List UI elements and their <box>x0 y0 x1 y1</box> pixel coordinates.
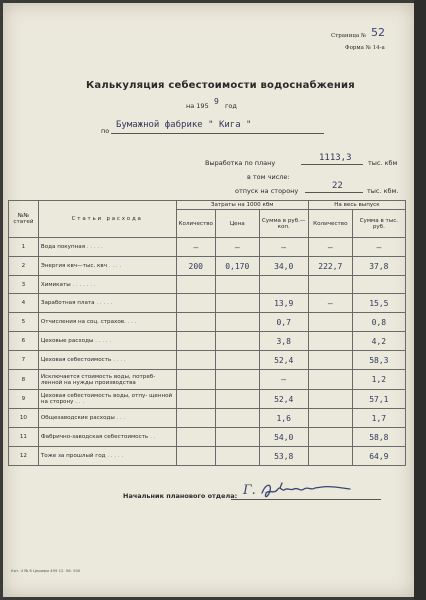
row-number: 7 <box>9 351 39 370</box>
row-qty2 <box>308 447 352 466</box>
row-item-label: Общезаводские расходы <box>40 415 115 421</box>
row-price <box>215 409 259 428</box>
col-items-header: Статьи расхода <box>38 201 176 238</box>
plan-underline <box>301 164 363 165</box>
row-item-dots: . . . . . <box>107 453 124 459</box>
row-qty <box>176 332 215 351</box>
row-sum: 52,4 <box>259 351 308 370</box>
row-qty2: – <box>308 294 352 313</box>
row-number: 12 <box>9 447 39 466</box>
row-price: 0,170 <box>215 257 259 276</box>
row-sum2: 1,2 <box>352 370 405 390</box>
table-row <box>9 276 406 294</box>
plan-label: Выработка по плану <box>205 159 276 167</box>
row-qty <box>176 294 215 313</box>
row-qty2 <box>308 351 352 370</box>
row-item <box>38 390 176 409</box>
table-row <box>9 294 406 313</box>
row-sum2: – <box>352 238 405 257</box>
plan-unit: тыс. кбм <box>368 159 398 167</box>
signature-label: Начальник планового отдела: <box>123 492 238 500</box>
table-row <box>9 238 406 257</box>
row-item <box>38 428 176 447</box>
including-label: в том числе: <box>247 173 290 181</box>
form-number: Форма № 14-а <box>345 45 385 51</box>
row-qty: – <box>176 238 215 257</box>
print-run-note: Кат. 4 № 6 Церифи 499 12. 56. 500 <box>11 568 81 573</box>
row-item-label: Цеховая себестоимость воды, отпу- щенной на сторону <box>40 393 173 405</box>
row-sum2: 4,2 <box>352 332 405 351</box>
table-row <box>9 370 406 390</box>
row-item <box>38 313 176 332</box>
factory-name: Бумажной фабрике " Кига " <box>116 120 252 130</box>
row-qty <box>176 370 215 390</box>
document-sheet <box>3 3 414 597</box>
page-number: 52 <box>371 26 385 39</box>
row-number: 4 <box>9 294 39 313</box>
row-item-dots: . . . . . <box>95 338 112 344</box>
group-total-header: Затраты на 1000 кбм <box>176 201 308 210</box>
table-row <box>9 332 406 351</box>
row-qty2 <box>308 390 352 409</box>
row-sum: 3,8 <box>259 332 308 351</box>
by-label: по <box>101 127 110 135</box>
row-qty <box>176 390 215 409</box>
row-qty <box>176 351 215 370</box>
row-item <box>38 257 176 276</box>
row-sum2: 64,9 <box>352 447 405 466</box>
row-item-dots: . . . <box>75 399 85 405</box>
signature-initial: Г. <box>243 483 256 498</box>
row-price <box>215 313 259 332</box>
row-item-dots: . . . . . <box>86 244 103 250</box>
row-sum: 52,4 <box>259 390 308 409</box>
col-qty2-header: Количество <box>308 210 352 238</box>
row-sum2: 15,5 <box>352 294 405 313</box>
row-item <box>38 294 176 313</box>
row-qty2 <box>308 276 352 294</box>
row-sum2 <box>352 276 405 294</box>
row-item-label: Фабрично-заводская себестоимость <box>40 434 149 440</box>
row-item-label: Исключается стоимость воды, потреб- ленной на нужды производства <box>40 373 156 386</box>
row-sum: 53,8 <box>259 447 308 466</box>
table-row <box>9 409 406 428</box>
row-qty: 200 <box>176 257 215 276</box>
row-number: 8 <box>9 370 39 390</box>
row-item-label: Вода покупная <box>40 244 86 250</box>
factory-underline <box>111 133 324 134</box>
row-item <box>38 332 176 351</box>
row-item-label: Энергия квч—тыс. квч <box>40 263 107 269</box>
row-number: 6 <box>9 332 39 351</box>
row-sum2: 37,8 <box>352 257 405 276</box>
row-item-label: Отчисления на соц. страхов. <box>40 319 126 325</box>
row-price <box>215 428 259 447</box>
row-price <box>215 276 259 294</box>
row-qty <box>176 428 215 447</box>
row-item-label: Цеховые расходы <box>40 338 94 344</box>
row-qty <box>176 447 215 466</box>
row-sum <box>259 276 308 294</box>
row-item-label: Заработная плата <box>40 300 95 306</box>
row-sum: 34,0 <box>259 257 308 276</box>
col-sum-header: Сумма в руб.—коп. <box>259 210 308 238</box>
year-suffix: год <box>225 102 237 110</box>
row-price <box>215 370 259 390</box>
row-price: – <box>215 238 259 257</box>
row-price <box>215 447 259 466</box>
row-sum2: 58,8 <box>352 428 405 447</box>
handwritten-signature <box>258 479 358 501</box>
row-item-dots: . . . <box>127 319 137 325</box>
row-item <box>38 370 176 390</box>
row-item-dots: . . . . <box>113 357 126 363</box>
row-qty2 <box>308 313 352 332</box>
table-row <box>9 390 406 409</box>
table-row <box>9 257 406 276</box>
row-price <box>215 390 259 409</box>
row-qty <box>176 409 215 428</box>
row-item-dots: . . . <box>116 415 126 421</box>
table-row <box>9 428 406 447</box>
row-number: 2 <box>9 257 39 276</box>
external-underline <box>305 192 363 193</box>
row-number: 10 <box>9 409 39 428</box>
row-sum: 54,0 <box>259 428 308 447</box>
row-sum: 13,9 <box>259 294 308 313</box>
row-number: 9 <box>9 390 39 409</box>
row-number: 3 <box>9 276 39 294</box>
table-row <box>9 313 406 332</box>
col-number-header: №№ статей <box>9 201 39 238</box>
row-item-dots: . . . . . . . <box>72 281 96 288</box>
group-external-header: На весь выпуск <box>308 201 405 210</box>
row-sum: – <box>259 370 308 390</box>
row-item <box>38 238 176 257</box>
row-qty <box>176 276 215 294</box>
row-qty2 <box>308 428 352 447</box>
year-digit: 9 <box>214 97 219 106</box>
row-price <box>215 332 259 351</box>
col-price-header: Цена <box>215 210 259 238</box>
row-qty2 <box>308 370 352 390</box>
row-item-dots: . . . . <box>108 263 122 269</box>
row-item <box>38 276 176 294</box>
row-sum2: 0,8 <box>352 313 405 332</box>
table-row <box>9 351 406 370</box>
row-sum2: 58,3 <box>352 351 405 370</box>
row-item-label: Тоже за прошлый год <box>40 453 106 459</box>
row-item <box>38 447 176 466</box>
row-qty2: 222,7 <box>308 257 352 276</box>
external-value: 22 <box>332 181 343 191</box>
col-qty-header: Количество <box>176 210 215 238</box>
external-unit: тыс. кбм. <box>367 187 399 195</box>
table-row <box>9 447 406 466</box>
row-item-dots: . . <box>150 434 156 440</box>
row-qty2 <box>308 332 352 351</box>
page-label: Страница № <box>331 33 367 39</box>
row-item-label: Химикаты <box>40 281 71 288</box>
row-item-label: Цеховая себестоимость <box>40 357 112 363</box>
document-title: Калькуляция себестоимости водоснабжения <box>86 80 355 91</box>
background-edge <box>414 0 426 600</box>
col-sum2-header: Сумма в тыс. руб. <box>352 210 405 238</box>
row-sum: – <box>259 238 308 257</box>
row-number: 5 <box>9 313 39 332</box>
cost-table <box>8 200 406 466</box>
row-sum2: 1,7 <box>352 409 405 428</box>
row-sum: 0,7 <box>259 313 308 332</box>
row-sum2: 57,1 <box>352 390 405 409</box>
row-qty2 <box>308 409 352 428</box>
row-qty <box>176 313 215 332</box>
row-item-dots: . . . . . <box>96 300 113 306</box>
year-prefix: на 195 <box>186 102 209 110</box>
row-number: 1 <box>9 238 39 257</box>
plan-value: 1113,3 <box>319 153 352 163</box>
row-item <box>38 409 176 428</box>
row-number: 11 <box>9 428 39 447</box>
row-item <box>38 351 176 370</box>
row-qty2: – <box>308 238 352 257</box>
row-sum: 1,6 <box>259 409 308 428</box>
external-label: отпуск на сторону <box>235 187 299 195</box>
row-price <box>215 294 259 313</box>
row-price <box>215 351 259 370</box>
